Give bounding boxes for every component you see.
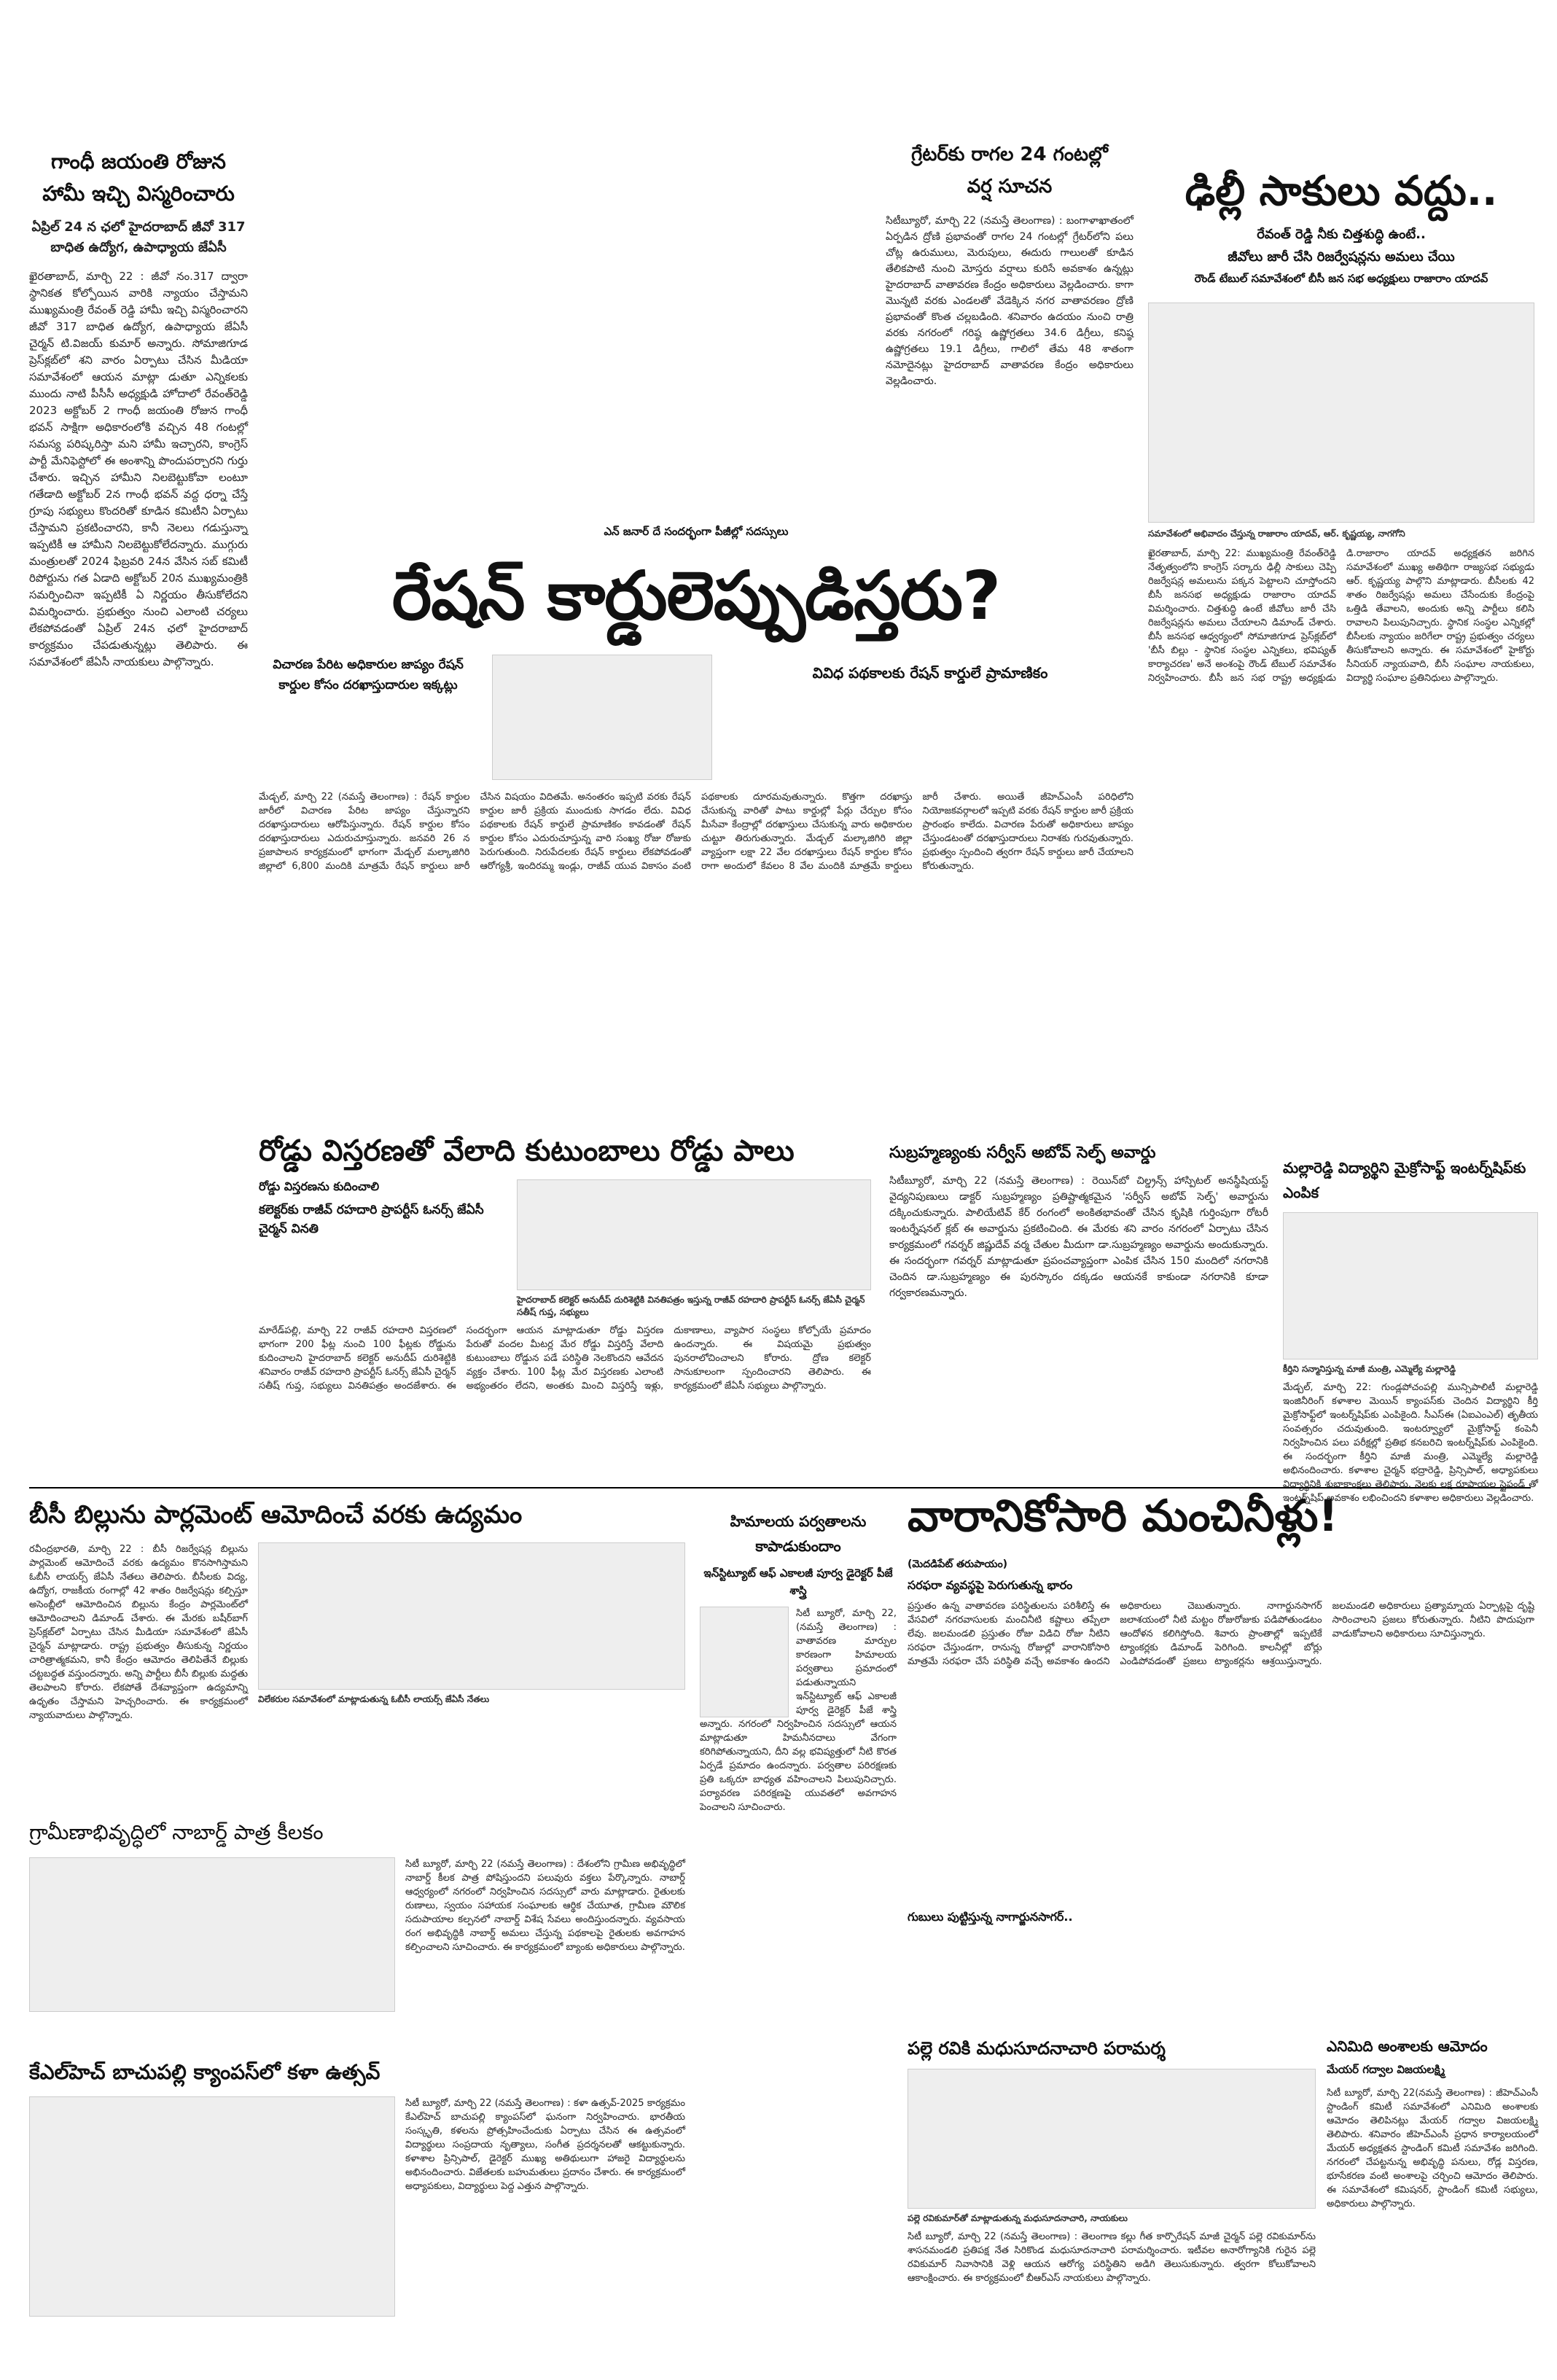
- water-subhead-2: గుబులు పుట్టిస్తున్న నాగార్జునసాగర్..: [908, 1910, 1073, 1924]
- road-body: మారేడ్‌పల్లి, మార్చి 22 రాజీవ్ రహదారి విస్తరణలో భాగంగా 200 ఫీట్ల నుంచి 100 ఫీట్లకు రోడ్డును కుదించాలని హైదరాబాద్ కలెక్టర్ అనుదీప్ దురిశెట్టికి శనివారం రాజీవ్ రహదారి ప్రాపర్టీస్ ఓనర్స్ జేఏసీ చైర్మన్ సతీష్ గుప్త, సభ్యులు వినతిపత్రం అందజేశారు. ఈ సందర్భంగా ఆయన మాట్లాడుతూ రోడ్డు విస్తరణ పేరుతో వందల మీటర్ల మేర రోడ్డు విస్తరిస్తే వేలాది కుటుంబాలు రోడ్డున పడే పరిస్థితి నెలకొందని ఆవేదన వ్యక్తం చేశారు. 100 ఫీట్ల మేర విస్తరణకు ఎలాంటి అభ్యంతరం లేదని, అంతకు మించి విస్తరిస్తే ఇళ్లు, దుకాణాలు, వ్యాపార సంస్థలు కోల్పోయే ప్రమాదం ఉందన్నారు. ఈ విషయమై ప్రభుత్వం పునరాలోచించాలని కోరారు. ద్రోణ కలెక్టర్ సానుకూలంగా స్పందించారని తెలిపారు. ఈ కార్యక్రమంలో జేఏసీ సభ్యులు పాల్గొన్నారు.: [259, 1325, 871, 1392]
- ration-headline: రేషన్ కార్డులెప్పుడిస్తరు?: [391, 557, 1001, 635]
- road-deck-1: రోడ్డు విస్తరణను కుదించాలి: [259, 1179, 380, 1193]
- road-article: [259, 1130, 871, 1480]
- nabard-article: [29, 1815, 685, 2034]
- nabard-headline: గ్రామీణాభివృద్ధిలో నాబార్డ్ పాత్ర కీలకం: [29, 1820, 324, 1844]
- delhi-body: ఖైరతాబాద్, మార్చి 22: ముఖ్యమంత్రి రేవంత్‌రెడ్డి నేతృత్వంలోని కాంగ్రెస్ సర్కారు ఢిల్లీ సాకులు చెప్పి రిజర్వేషన్ల అమలును పక్కన పెట్టాలని చూస్తోందని బీసీ జనసభ అధ్యక్షుడు రాజారాం యాదవ్ విమర్శించారు. చిత్తశుద్ధి ఉంటే జీవోలు జారీ చేసి రిజర్వేషన్లను అమలు చేయాలని డిమాండ్ చేశారు. బీసీ జనసభ ఆధ్వర్యంలో సోమాజిగూడ ప్రెస్‌క్లబ్‌లో 'బీసీ బిల్లు - స్థానిక సంస్థల ఎన్నికలు, భవిష్యత్ కార్యాచరణ' అనే అంశంపై రౌండ్ టేబుల్ సమావేశం నిర్వహించారు. బీసీ జన సభ రాష్ట్ర అధ్యక్షుడు డి.రాజారాం యాదవ్ అధ్యక్షతన జరిగిన సమావేశంలో ముఖ్య అతిథిగా రాజ్యసభ సభ్యుడు ఆర్. కృష్ణయ్య పాల్గొని మాట్లాడారు. బీసీలకు 42 శాతం రిజర్వేషన్లు అమలు చేసేందుకు కేంద్రంపై ఒత్తిడి తేవాలని, అందుకు అన్ని పార్టీలు కలిసి రావాలని పిలుపునిచ్చారు. స్థానిక సంస్థల ఎన్నికల్లో బీసీలకు న్యాయం జరిగేలా రాష్ట్ర ప్రభుత్వం చర్యలు తీసుకోవాలని అన్నారు. ఈ సమావేశంలో హైకోర్టు సీనియర్ న్యాయవాది, బీసీ సంఘాల నాయకులు, విద్యార్థి సంఘాల ప్రతినిధులు పాల్గొన్నారు.: [1148, 548, 1534, 684]
- rain-headline: గ్రేటర్‌కు రాగల 24 గంటల్లో వర్ష సూచన: [911, 144, 1108, 198]
- himalaya-article: [700, 1509, 897, 2340]
- road-headline: రోడ్డు విస్తరణతో వేలాది కుటుంబాలు రోడ్డు పాలు: [259, 1134, 795, 1168]
- nabard-body: సిటీ బ్యూరో, మార్చి 22 (నమస్తే తెలంగాణ) : దేశంలోని గ్రామీణ అభివృద్ధిలో నాబార్డ్ కీలక పాత్ర పోషిస్తుందని పలువురు వక్తలు పేర్కొన్నారు. నాబార్డ్ ఆధ్వర్యంలో నగరంలో నిర్వహించిన సదస్సులో వారు మాట్లాడారు. రైతులకు రుణాలు, స్వయం సహాయక సంఘాలకు ఆర్థిక చేయూత, గ్రామీణ మౌలిక సదుపాయాల కల్పనలో నాబార్డ్ విశేష సేవలు అందిస్తుందన్నారు. వ్యవసాయ రంగ అభివృద్ధికి నాబార్డ్ అమలు చేస్తున్న పథకాలపై రైతులకు అవగాహన కల్పించాలని సూచించారు. ఈ కార్యక్రమంలో బ్యాంకు అధికారులు పాల్గొన్నారు.: [405, 1859, 685, 1953]
- bc-photo: [258, 1542, 685, 1690]
- subramanyam-body: సిటీబ్యూరో, మార్చి 22 (నమస్తే తెలంగాణ) : రెయిన్‌బో చిల్డ్రన్స్ హాస్పిటల్ అనస్థీషియస్ట్ వైద్యనిపుణులు డాక్టర్ సుబ్రహ్మణ్యం ప్రతిష్టాత్మకమైన 'సర్వీస్ అబోవ్ సెల్ఫ్' అవార్డును దక్కించుకున్నారు. పాలియేటివ్ కేర్ రంగంలో అంకితభావంతో చేసిన కృషికి గుర్తింపుగా రోటరీ ఇంటర్నేషనల్ క్లబ్ ఈ అవార్డును ప్రకటించింది. ఈ మేరకు శని వారం నగరంలో ఏర్పాటు చేసిన కార్యక్రమంలో గవర్నర్ జిష్ణుదేవ్ వర్మ చేతుల మీదుగా డా.సుబ్రహ్మణ్యం అవార్డును అందుకున్నారు. ఈ సందర్భంగా గవర్నర్ మాట్లాడుతూ ప్రపంచవ్యాప్తంగా ఎంపిక చేసిన 150 మందిలో నగరానికి చెందిన డా.సుబ్రహ్మణ్యం ఈ పురస్కారం దక్కడం ఆయనకే కాకుండా నగరానికి కూడా గర్వకారణమన్నారు.: [889, 1175, 1268, 1299]
- mallareddy-headline: మల్లారెడ్డి విద్యార్థిని మైక్రోసాఫ్ట్ ఇంటర్న్‌షిప్‌కు ఎంపిక: [1283, 1159, 1526, 1201]
- delhi-headline: ఢిల్లీ సాకులు వద్దు..: [1185, 168, 1498, 215]
- bc-headline: బీసీ బిల్లును పార్లమెంట్ ఆమోదించే వరకు ఉద్యమం: [29, 1500, 523, 1529]
- delhi-article: [1148, 164, 1534, 1061]
- pallay-body: సిటీ బ్యూరో, మార్చి 22 (నమస్తే తెలంగాణ) : తెలంగాణ కల్లు గీత కార్పొరేషన్ మాజీ చైర్మన్ పల్లె రవికుమార్‌ను శాసనమండలి ప్రతిపక్ష నేత సిరికొండ మధుసూదనాచారి పరామర్శించారు. ఇటీవల అనారోగ్యానికి గురైన పల్లె రవికుమార్ నివాసానికి వెళ్లి ఆయన ఆరోగ్య పరిస్థితిని అడిగి తెలుసుకున్నారు. త్వరగా కోలుకోవాలని ఆకాంక్షించారు. ఈ కార్యక్రమంలో బీఆర్ఎస్ నాయకులు పాల్గొన్నారు.: [908, 2231, 1316, 2284]
- rain-body: సిటీబ్యూరో, మార్చి 22 (నమస్తే తెలంగాణ) : బంగాళాఖాతంలో ఏర్పడిన ద్రోణి ప్రభావంతో రాగల 24 గంటల్లో గ్రేటర్‌లోని పలు చోట్ల ఉరుములు, మెరుపులు, ఈదురు గాలులతో కూడిన తేలికపాటి నుంచి మోస్తరు వర్షాలు కురిసే అవకాశం ఉన్నట్లు హైదరాబాద్ వాతావరణ కేంద్రం అధికారులు వెల్లడించారు. కాగా మొన్నటి వరకు ఎండలతో వేడెక్కిన నగర వాతావరణం ద్రోణి ప్రభావంతో కొంత చల్లబడింది. శనివారం ఉదయం నుంచి రాత్రి వరకు నగరంలో గరిష్ఠ ఉష్ణోగ్రతలు 34.6 డిగ్రీలు, కనిష్ఠ ఉష్ణోగ్రతలు 19.1 డిగ్రీలు, గాలిలో తేమ 48 శాతంగా నమోదైనట్లు హైదరాబాద్ వాతావరణ కేంద్రం అధికారులు వెల్లడించారు.: [886, 215, 1133, 387]
- water-body: ప్రస్తుతం ఉన్న వాతావరణ పరిస్థితులను పరిశీలిస్తే ఈ వేసవిలో నగరవాసులకు మంచినీటి కష్టాలు తప్పేలా లేవు. జలమండలి ప్రస్తుతం రోజు విడిచి రోజు నీటిని సరఫరా చేస్తుండగా, రానున్న రోజుల్లో వారానికోసారి మాత్రమే సరఫరా చేసే పరిస్థితి వచ్చే అవకాశం ఉందని అధికారులు చెబుతున్నారు. నాగార్జునసాగర్ జలాశయంలో నీటి మట్టం రోజురోజుకు పడిపోతుండటం ఆందోళన కలిగిస్తోంది. శివారు ప్రాంతాల్లో ఇప్పటికే ట్యాంకర్లకు డిమాండ్ పెరిగింది. కాలనీల్లో బోర్లు ఎండిపోవడంతో ప్రజలు ట్యాంకర్లను ఆశ్రయిస్తున్నారు. జలమండలి అధికారులు ప్రత్యామ్నాయ ఏర్పాట్లపై దృష్టి సారించాలని ప్రజలు కోరుతున్నారు. నీటిని పొదుపుగా వాడుకోవాలని అధికారులు సూచిస్తున్నారు.: [908, 1601, 1534, 1667]
- delhi-deck-3: రౌండ్ టేబుల్ సమావేశంలో బీసీ జన సభ అధ్యక్షులు రాజారాం యాదవ్: [1194, 272, 1488, 285]
- delhi-caption: సమావేశంలో అభివాదం చేస్తున్న రాజారాం యాదవ్, ఆర్. కృష్ణయ్య, నాగగోని: [1148, 528, 1405, 539]
- ration-deck-left: విచారణ పేరిట అధికారుల జాప్యం రేషన్ కార్డుల కోసం దరఖాస్తుదారుల ఇక్కట్లు: [273, 658, 464, 692]
- klh-article: [29, 2056, 685, 2362]
- subramanyam-headline: సుబ్రహ్మణ్యంకు సర్వీస్ అబోవ్ సెల్ఫ్ అవార్డు: [889, 1144, 1156, 1162]
- gandhi-deck: ఏప్రిల్ 24 న ఛలో హైదరాబాద్ జీవో 317 బాధిత ఉద్యోగ, ఉపాధ్యాయ జేఏసీ: [31, 219, 246, 255]
- road-photo: [517, 1179, 871, 1290]
- eight-body: సిటీ బ్యూరో, మార్చి 22(నమస్తే తెలంగాణ) : జీహెచ్‌ఎంసీ స్టాండింగ్ కమిటీ సమావేశంలో ఎనిమిది అంశాలకు ఆమోదం తెలిపినట్లు మేయర్ గద్వాల విజయలక్ష్మి తెలిపారు. శనివారం జీహెచ్‌ఎంసీ ప్రధాన కార్యాలయంలో మేయర్ అధ్యక్షతన స్టాండింగ్ కమిటీ సమావేశం జరిగింది. నగరంలో చేపట్టనున్న అభివృద్ధి పనులు, రోడ్ల విస్తరణ, భూసేకరణ వంటి అంశాలపై చర్చించి ఆమోదం తెలిపారు. ఈ సమావేశంలో కమిషనర్, స్టాండింగ్ కమిటీ సభ్యులు, అధికారులు పాల్గొన్నారు.: [1327, 2088, 1538, 2209]
- bc-caption: విలేకరుల సమావేశంలో మాట్లాడుతున్న ఓబీసీ లాయర్స్ జేఏసీ నేతలు: [258, 1694, 490, 1704]
- subramanyam-article: [889, 1141, 1268, 1491]
- ration-article: [259, 525, 1133, 1123]
- ration-kicker: ఎన్ జనార్ దే సందర్భంగా పీజీల్లో సదస్సులు: [604, 525, 789, 538]
- water-byline: (మెదడిపేట్ తరుపాయం): [908, 1558, 1008, 1570]
- klh-body: సిటీ బ్యూరో, మార్చి 22 (నమస్తే తెలంగాణ) : కళా ఉత్సవ్-2025 కార్యక్రమం కేఎల్‌హెచ్ బాచుపల్లి క్యాంపస్‌లో ఘనంగా నిర్వహించారు. భారతీయ సంస్కృతి, కళలను ప్రోత్సహించేందుకు ఏర్పాటు చేసిన ఈ ఉత్సవంలో విద్యార్థులు సంప్రదాయ నృత్యాలు, సంగీత ప్రదర్శనలతో ఆకట్టుకున్నారు. కళాశాల ప్రిన్సిపాల్, డైరెక్టర్ ముఖ్య అతిథులుగా హాజరై విద్యార్థులను అభినందించారు. విజేతలకు బహుమతులు ప్రదానం చేశారు. ఈ కార్యక్రమంలో అధ్యాపకులు, విద్యార్థులు పెద్ద ఎత్తున పాల్గొన్నారు.: [405, 2098, 685, 2192]
- ration-photo: [492, 655, 712, 780]
- klh-headline: కేఎల్‌హెచ్ బాచుపల్లి క్యాంపస్‌లో కళా ఉత్సవ్: [29, 2060, 381, 2084]
- rain-article: [886, 138, 1133, 547]
- delhi-deck-2: జీవోలు జారీ చేసి రిజర్వేషన్లను అమలు చేయి: [1228, 249, 1455, 265]
- ration-body: మేడ్చల్, మార్చి 22 (నమస్తే తెలంగాణ) : రేషన్ కార్డుల జారీలో విచారణ పేరిట జాప్యం చేస్తున్నారని దరఖాస్తుదారులు ఆరోపిస్తున్నారు. రేషన్ కార్డుల కోసం దరఖాస్తుదారులు ఎదురుచూస్తున్నారు. జనవరి 26 న ప్రజాపాలన కార్యక్రమంలో భాగంగా మేడ్చల్ మల్కాజిగిరి జిల్లాలో 6,800 మందికి మాత్రమే రేషన్ కార్డులు జారీ చేసిన విషయం విదితమే. అనంతరం ఇప్పటి వరకు రేషన్ కార్డుల జారీ ప్రక్రియ ముందుకు సాగడం లేదు. వివిధ పథకాలకు రేషన్ కార్డులే ప్రామాణికం కావడంతో రేషన్ కార్డుల కోసం ఎదురుచూస్తున్న వారి సంఖ్య రోజు రోజుకు పెరుగుతుంది. నిరుపేదలకు రేషన్ కార్డులు లేకపోవడంతో ఆరోగ్యశ్రీ, ఇందిరమ్మ ఇండ్లు, రాజీవ్ యువ వికాసం వంటి పథకాలకు దూరమవుతున్నారు. కొత్తగా దరఖాస్తు చేసుకున్న వారితో పాటు కార్డుల్లో పేర్లు చేర్పుల కోసం మీసేవా కేంద్రాల్లో దరఖాస్తులు చేసుకున్న వారు అధికారుల చుట్టూ తిరుగుతున్నారు. మేడ్చల్ మల్కాజిగిరి జిల్లా వ్యాప్తంగా లక్షా 22 వేల దరఖాస్తులు రేషన్ కార్డుల కోసం రాగా అందులో కేవలం 8 వేల మందికి మాత్రమే కార్డులు జారీ చేశారు. అయితే జీహెచ్‌ఎంసీ పరిధిలోని నియోజకవర్గాలలో ఇప్పటి వరకు రేషన్ కార్డుల జారీ ప్రక్రియ ప్రారంభం కాలేదు. విచారణ పేరుతో అధికారులు జాప్యం చేస్తుండటంతో దరఖాస్తుదారులు నిరాశకు గురవుతున్నారు. ప్రభుత్వం స్పందించి త్వరగా రేషన్ కార్డులు జారీ చేయాలని కోరుతున్నారు.: [259, 792, 1133, 872]
- gandhi-article: [29, 146, 248, 1487]
- pallay-headline: పల్లె రవికి మధుసూదనాచారి పరామర్శ: [908, 2038, 1166, 2059]
- delhi-deck-1: రేవంత్ రెడ్డి నీకు చిత్తశుద్ధి ఉంటే..: [1257, 227, 1426, 242]
- water-article: [908, 1480, 1534, 2019]
- bc-article: [29, 1494, 685, 1793]
- pallay-article: [908, 2034, 1316, 2354]
- road-deck-2: కలెక్టర్‌కు రాజీవ్ రహదారి ప్రాపర్టీస్ ఓనర్స్ జేఏసీ చైర్మన్ వినతి: [259, 1203, 484, 1236]
- pallay-caption: పల్లె రవికుమార్‌తో మాట్లాడుతున్న మధుసూదనాచారి, నాయకులు: [908, 2213, 1128, 2223]
- himalaya-deck: ఇన్‌స్టిట్యూట్ ఆఫ్ ఎకాలజీ పూర్వ డైరెక్టర్ పీజే శాస్త్రి: [703, 1566, 893, 1597]
- delhi-photo: [1148, 303, 1534, 523]
- mallareddy-article: [1283, 1155, 1538, 1504]
- himalaya-headline: హిమాలయ పర్వతాలను కాపాడుకుందాం: [730, 1513, 867, 1555]
- bc-body: రవీంద్రభారతి, మార్చి 22 : బీసీ రిజర్వేషన్ల బిల్లును పార్లమెంట్ ఆమోదించే వరకు ఉద్యమం కొనసాగిస్తామని ఓబీసీ లాయర్స్ జేఏసీ నేతలు తెలిపారు. బీసీలకు విద్య, ఉద్యోగ, రాజకీయ రంగాల్లో 42 శాతం రిజర్వేషన్లు కల్పిస్తూ అసెంబ్లీలో ఆమోదించిన బిల్లును కేంద్రం పార్లమెంట్‌లో ఆమోదించాలని డిమాండ్ చేశారు. ఈ మేరకు బషీర్‌బాగ్ ప్రెస్‌క్లబ్‌లో ఏర్పాటు చేసిన మీడియా సమావేశంలో జేఏసీ చైర్మన్ మాట్లాడారు. రాష్ట్ర ప్రభుత్వం తీసుకున్న నిర్ణయం చారిత్రాత్మకమని, కానీ కేంద్రం ఆమోదం తెలిపితేనే బిల్లుకు చట్టబద్ధత వస్తుందన్నారు. అన్ని పార్టీలు బీసీ బిల్లుకు మద్దతు తెలపాలని కోరారు. లేకపోతే దేశవ్యాప్తంగా ఉద్యమాన్ని ఉధృతం చేస్తామని హెచ్చరించారు. ఈ కార్యక్రమంలో న్యాయవాదులు పాల్గొన్నారు.: [29, 1544, 248, 1721]
- gandhi-body: ఖైరతాబాద్, మార్చి 22 : జీవో నం.317 ద్వారా స్థానికత కోల్పోయిన వారికి న్యాయం చేస్తామని ముఖ్యమంత్రి రేవంత్ రెడ్డి హామీ ఇచ్చి విస్మరించారని జీవో 317 బాధిత ఉద్యోగ, ఉపాధ్యాయ జేఏసీ చైర్మన్ టి.విజయ్ కుమార్ అన్నారు. సోమాజిగూడ ప్రెస్‌క్లబ్‌లో శని వారం ఏర్పాటు చేసిన మీడియా సమావేశంలో ఆయన మాట్లా డుతూ ఎన్నికలకు ముందు నాటి పీసీసీ అధ్యక్షుడి హోదాలో రేవంత్‌రెడ్డి 2023 అక్టోబర్ 2 గాంధీ జయంతి రోజున గాంధీ భవన్ సాక్షిగా అధికారంలోకి వచ్చిన 48 గంటల్లో సమస్య పరిష్కరిస్తా మని హామీ ఇచ్చారని, కాంగ్రెస్ పార్టీ మేనిఫెస్టోలో ఈ అంశాన్ని పొందుపర్చారని గుర్తు చేశారు. ఇచ్చిన హామీని నిలబెట్టుకోవా లంటూ గతేడాది అక్టోబర్ 2న గాంధీ భవన్ వద్ద ధర్నా చేస్తే గ్రూపు సభ్యులు కొందరితో కూడిన కమిటీని ఏర్పాటు చేస్తామని ప్రకటించారని, కానీ నెలలు గడుస్తున్నా ఇప్పటికీ ఆ హామీని నిలబెట్టుకోలేదన్నారు. ముగ్గురు మంత్రులతో 2024 ఫిబ్రవరి 24న వేసిన సబ్ కమిటీ రిపోర్టును గత ఏడాది అక్టోబర్ 20న ముఖ్యమంత్రికి సమర్పించినా ఇప్పటికీ ఏ నిర్ణయం తీసుకోలేదని విమర్శించారు. ప్రభుత్వం నుంచి ఎలాంటి చర్యలు లేకపోవడంతో ఏప్రిల్ 24న ఛలో హైదరాబాద్ కార్యక్రమం చేపడుతున్నట్లు తెలిపారు. ఈ సమావేశంలో జేఏసీ నాయకులు పాల్గొన్నారు.: [29, 270, 248, 668]
- ration-deck-right: వివిధ పథకాలకు రేషన్ కార్డులే ప్రామాణికం: [812, 664, 1048, 682]
- mallareddy-caption: కీర్తిని సన్మానిస్తున్న మాజీ మంత్రి, ఎమ్మెల్యే మల్లారెడ్డి: [1283, 1364, 1456, 1374]
- mallareddy-photo: [1283, 1212, 1538, 1359]
- eight-deck: మేయర్ గద్వాల విజయలక్ష్మి: [1327, 2063, 1445, 2076]
- eight-article: [1327, 2034, 1538, 2354]
- eight-headline: ఎనిమిది అంశాలకు ఆమోదం: [1327, 2037, 1488, 2055]
- klh-photo: [29, 2096, 395, 2317]
- himalaya-body: సిటీ బ్యూరో, మార్చి 22, (నమస్తే తెలంగాణ) : వాతావరణ మార్పుల కారణంగా హిమాలయ పర్వతాలు ప్రమాదంలో పడుతున్నాయని ఇన్‌స్టిట్యూట్ ఆఫ్ ఎకాలజీ పూర్వ డైరెక్టర్ పీజే శాస్త్రి అన్నారు. నగరంలో నిర్వహించిన సదస్సులో ఆయన మాట్లాడుతూ హిమనీనదాలు వేగంగా కరిగిపోతున్నాయని, దీని వల్ల భవిష్యత్తులో నీటి కొరత ఏర్పడే ప్రమాదం ఉందన్నారు. పర్వతాల పరిరక్షణకు ప్రతి ఒక్కరూ బాధ్యత వహించాలని పిలుపునిచ్చారు. పర్యావరణ పరిరక్షణపై యువతలో అవగాహన పెంచాలని సూచించారు.: [700, 1608, 897, 1813]
- gandhi-headline: గాంధీ జయంతి రోజున హామీ ఇచ్చి విస్మరించారు: [42, 149, 235, 206]
- pallay-photo: [908, 2069, 1316, 2209]
- mallareddy-body: మేడ్చల్, మార్చి 22: గుండ్లపోచంపల్లి మున్సిపాలిటీ మల్లారెడ్డి ఇంజినీరింగ్ కళాశాల మెయిన్ క్యాంపస్‌కు చెందిన విద్యార్థిని కీర్తి మైక్రోసాఫ్ట్‌లో ఇంటర్న్‌షిప్‌కు ఎంపికైంది. సీఎస్ఈ (ఏఐఎంఎల్) తృతీయ సంవత్సరం చదువుతుంది. ఇంటర్వ్యూలో మైక్రోసాఫ్ట్ కంపెనీ నిర్వహించిన పలు పరీక్షల్లో ప్రతిభ కనబరిచి ఇంటర్న్‌షిప్‌కు ఎంపికైంది. ఈ సందర్భంగా కీర్తిని మాజీ మంత్రి, ఎమ్మెల్యే మల్లారెడ్డి అభినందించారు. కళాశాల చైర్మన్ భద్రారెడ్డి, ప్రిన్సిపాల్, అధ్యాపకులు విద్యార్థినికి శుభాకాంక్షలు తెలిపారు. నెలకు లక్ష రూపాయల స్టైఫండ్ తో ఇంటర్న్‌షిప్ అవకాశం లభించిందని కళాశాల అధికారులు వెల్లడించారు.: [1283, 1382, 1538, 1504]
- nabard-photo: [29, 1857, 395, 2012]
- water-headline: వారానికోసారి మంచినీళ్లు!: [908, 1491, 1338, 1542]
- water-subhead-1: సరఫరా వ్యవస్థపై పెరుగుతున్న భారం: [908, 1578, 1073, 1592]
- road-caption: హైదరాబాద్ కలెక్టర్ అనుదీప్ దురిశెట్టికి వినతిపత్రం ఇస్తున్న రాజీవ్ రహదారి ప్రాపర్టీస్ ఓనర్స్ జేఏసీ చైర్మన్ సతీష్ గుప్త, సభ్యులు: [517, 1295, 865, 1317]
- himalaya-photo: [700, 1607, 789, 1717]
